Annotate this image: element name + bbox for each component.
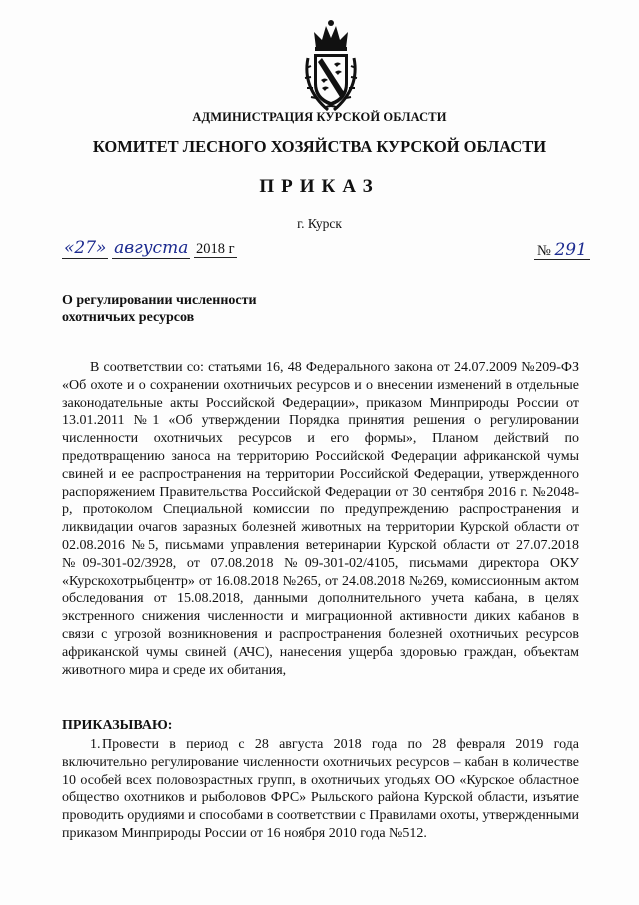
document-subject bbox=[62, 292, 382, 326]
date-month: августа bbox=[114, 238, 189, 258]
committee-heading: КОМИТЕТ ЛЕСНОГО ХОЗЯЙСТВА КУРСКОЙ ОБЛАСТИ bbox=[92, 137, 547, 156]
document-date bbox=[62, 238, 237, 258]
document-number bbox=[534, 240, 590, 260]
document-type-title: ПРИКАЗ bbox=[259, 176, 380, 197]
order-item-1 bbox=[62, 736, 579, 843]
number-sign: № bbox=[537, 243, 551, 259]
subject-line-1: О регулировании численности bbox=[62, 293, 257, 308]
preamble-paragraph bbox=[62, 359, 579, 679]
item-number: 1. bbox=[90, 737, 101, 752]
order-word: ПРИКАЗЫВАЮ: bbox=[62, 718, 173, 733]
date-day: «27» bbox=[64, 238, 107, 258]
preamble-text: В соответствии со: статьями 16, 48 Федерального закона от 24.07.2009 №209-ФЗ «Об охоте и о сохранении охотничьих ресурсов и о внесении изменений в отдельные законодательные акты Российской Федерации», приказом Минприроды России от 13.01.2011 №1 «Об утверждении Порядка принятия решения о регулировании численности охотничьих ресурсов и его формы», Планом действий по предотвращению заноса на территорию Российской Федерации африканской чумы свиней и ее распространения на территории Российской Федерации, утвержденного распоряжением Правительства Российской Федерации от 30 сентября 2016 г. №2048-р, протоколом Специальной комиссии по предупреждению распространения и ликвидации очагов заразных болезней животных на территории Курской области от 02.08.2016 №5, письмами управления ветеринарии Курской области от 27.07.2018 №09-301-02/3928, от 07.08.2018 №09-301-02/4105, письмами директора ОКУ «Курскохотрыбцентр» от 16.08.2018 №265, от 24.08.2018 №269, комиссионным актом обследования от 15.08.2018, данными дополнительного учета кабана, в целях экстренного снижения численности и миграционной активности диких кабанов в связи с угрозой возникновения и распространения болезней охотничьих ресурсов африканской чумы свиней (АЧС), нанесения ущерба здоровью граждан, объектам животного мира и среде их обитания, bbox=[62, 360, 579, 678]
item-text: Провести в период с 28 августа 2018 года по 28 февраля 2019 года включительно регулирование численности охотничьих ресурсов – кабан в количестве 10 особей всех половозрастных групп, в охотничьих угодьях ОО «Курское областное общество охотников и рыболовов ФРС» Рыльского района Курской области, изъятие проводить орудиями и способами в соответствии с Правилами охоты, утвержденными приказом Минприроды России от 16 ноября 2010 года №512. bbox=[62, 737, 579, 841]
coat-of-arms-icon bbox=[298, 18, 364, 114]
administration-heading: АДМИНИСТРАЦИЯ КУРСКОЙ ОБЛАСТИ bbox=[192, 110, 447, 124]
date-year: 2018 г bbox=[195, 241, 235, 257]
number-value: 291 bbox=[554, 240, 587, 260]
number-field bbox=[534, 240, 590, 260]
city-label: г. Курск bbox=[297, 216, 342, 231]
subject-line-2: охотничьих ресурсов bbox=[62, 310, 195, 325]
